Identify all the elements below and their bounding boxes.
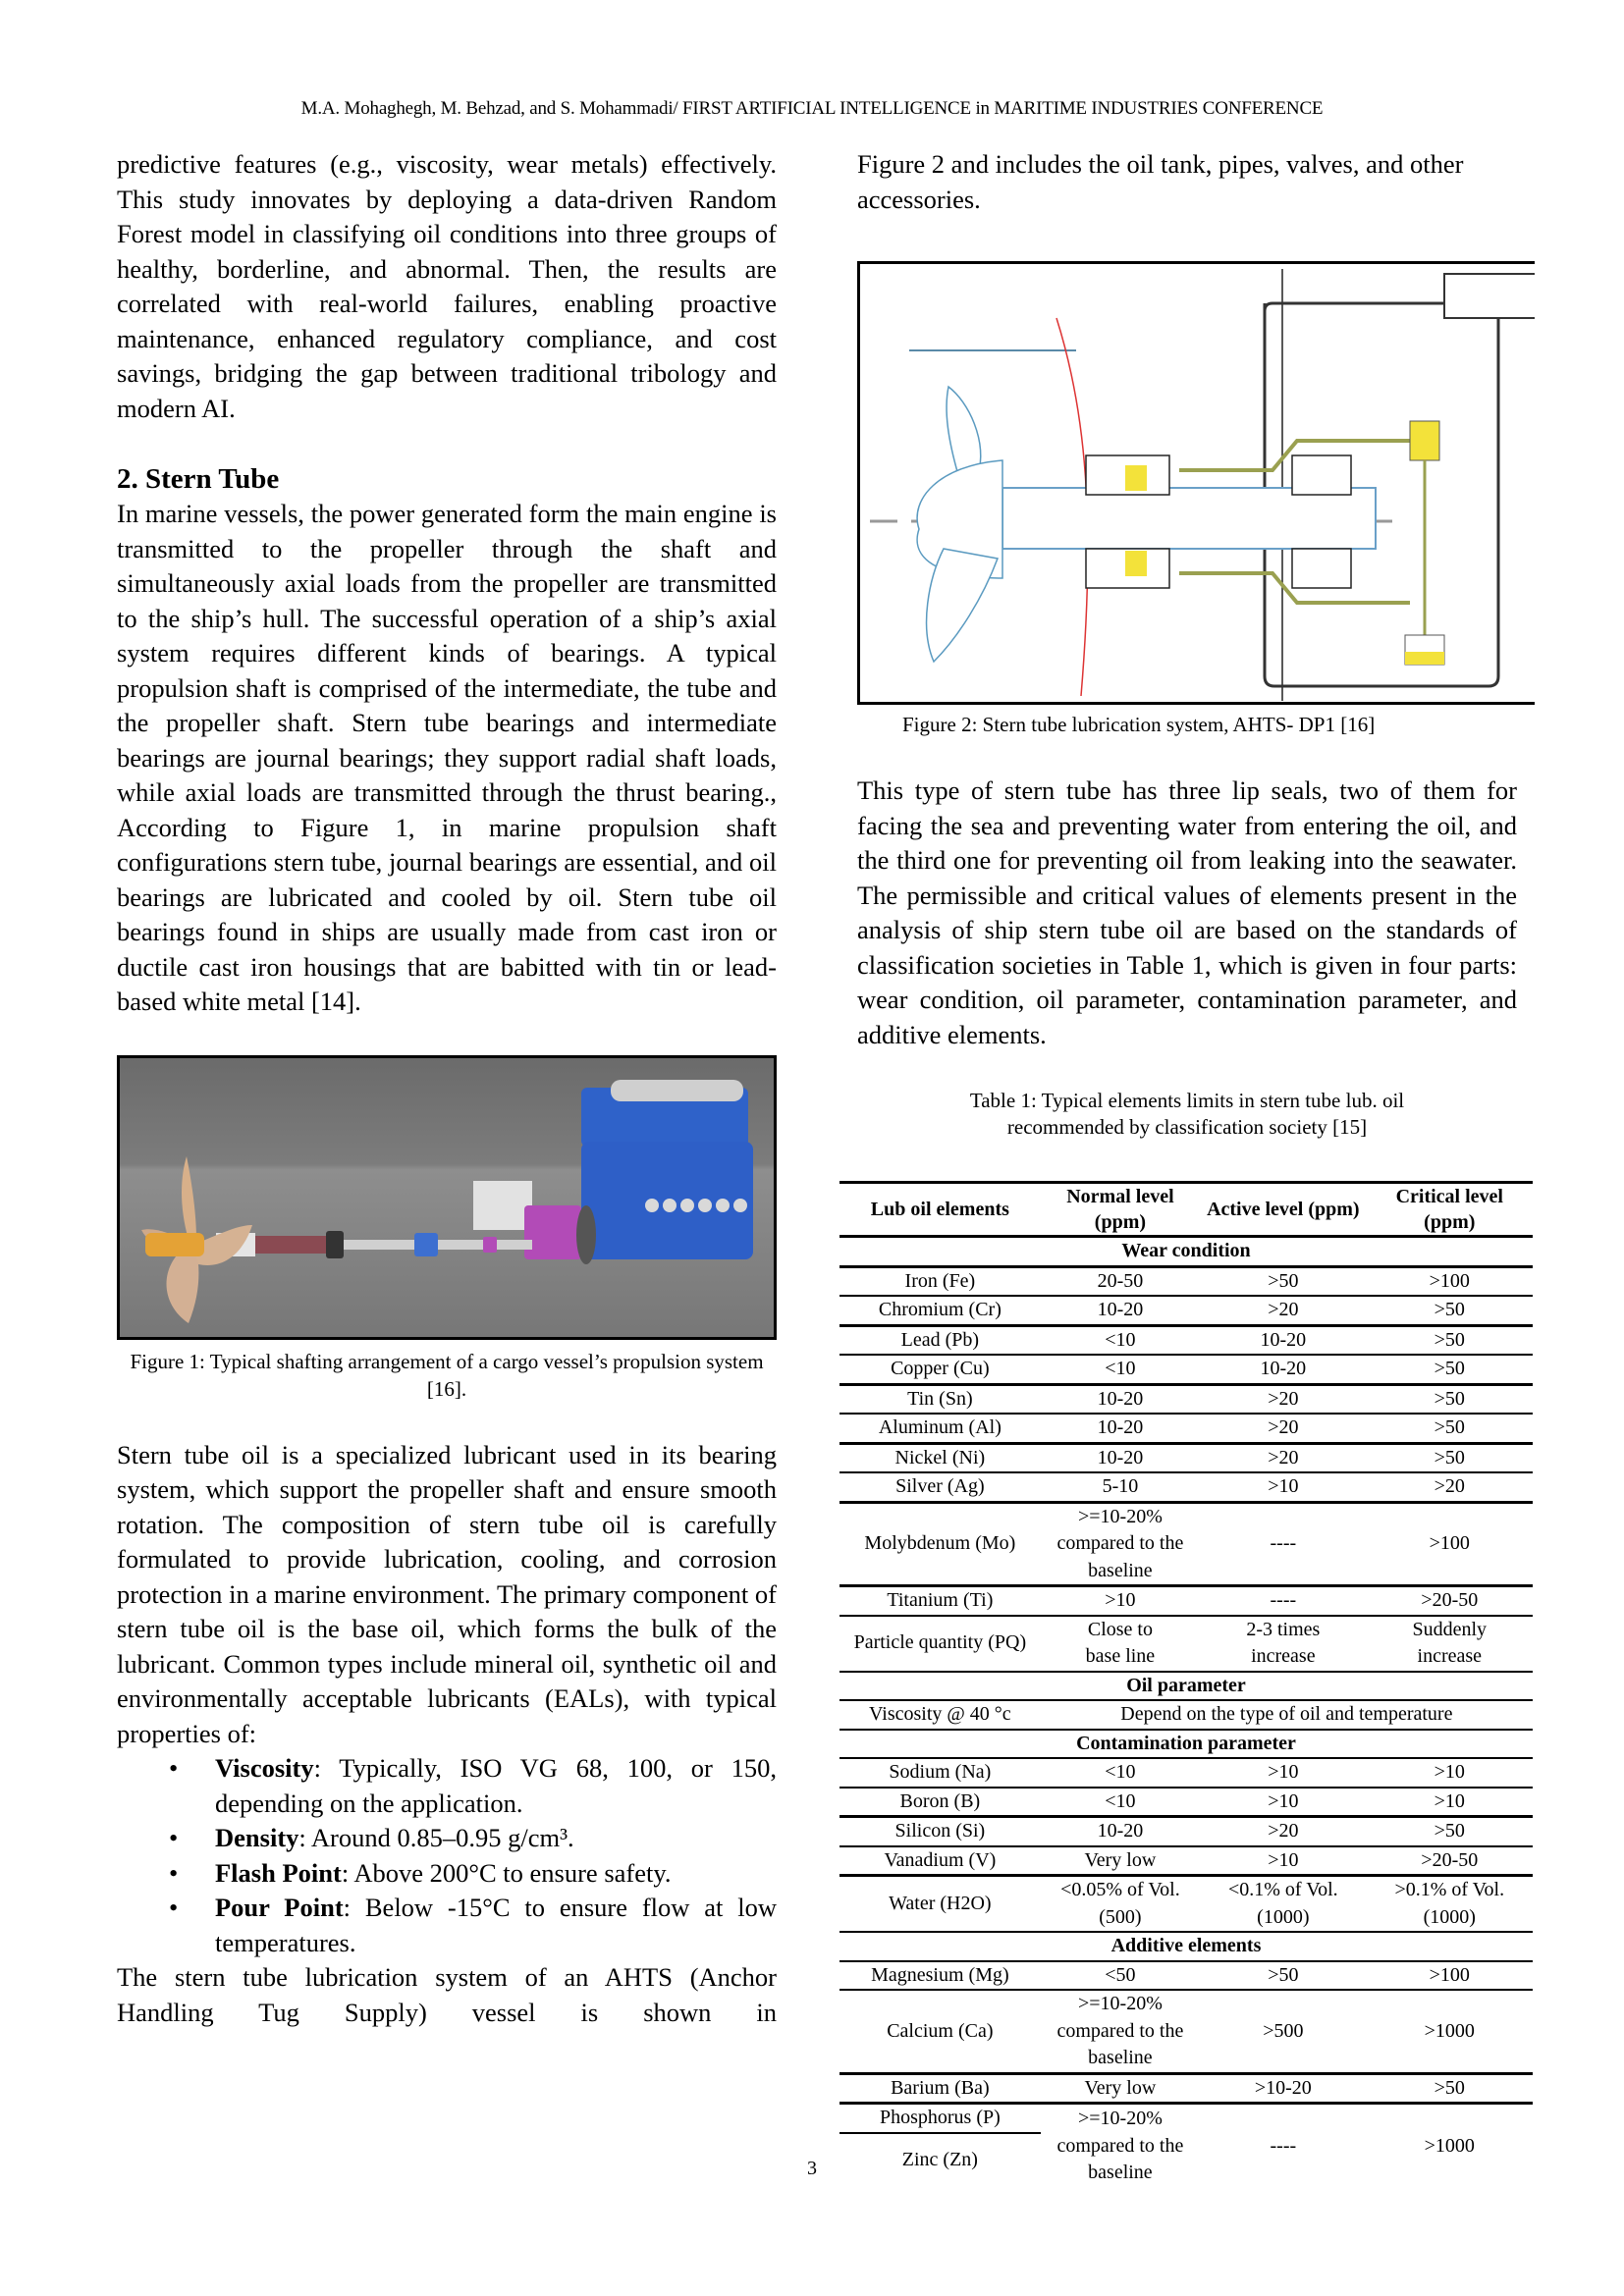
table-row: Viscosity @ 40 °c Depend on the type of oil and temperature [839, 1700, 1533, 1730]
table-row: Sodium (Na) <10 >10 >10 [839, 1758, 1533, 1788]
bullet-icon: • [169, 1753, 179, 1783]
section-contamination-parameter: Contamination parameter [839, 1730, 1533, 1759]
table-row-zinc: Zinc (Zn) [901, 2149, 978, 2171]
table-row: Aluminum (Al) 10-20 >20 >50 [839, 1414, 1533, 1443]
bullet-pour-point: • Pour Point: Below -15°C to ensure flow at low temperatures. [169, 1893, 777, 1957]
table-row-phosphorus: Phosphorus (P) >=10-20% compared to the baseline ---- >1000 [839, 2104, 1533, 2133]
closing-paragraph: The stern tube lubrication system of an AHTS (Anchor Handling Tug Supply) vessel is shown in [117, 1962, 777, 2027]
section-additive-elements: Additive elements [839, 1932, 1533, 1961]
section-title: 2. Stern Tube [117, 463, 280, 495]
figure-2-lubrication-diagram [857, 261, 1535, 705]
bullet-icon: • [169, 1823, 179, 1852]
header-normal-level: Normal level (ppm) [1041, 1183, 1200, 1237]
left-column [117, 147, 777, 2030]
figure-1-shafting-image [117, 1055, 777, 1340]
bullet-viscosity: • Viscosity: Typically, ISO VG 68, 100, or 150, depending on the application. [169, 1753, 777, 1818]
figure-2-caption: Figure 2: Stern tube lubrication system, AHTS- DP1 [16] [902, 713, 1376, 736]
section-wear-condition: Wear condition [839, 1237, 1533, 1267]
intro-paragraph: predictive features (e.g., viscosity, wear metals) effectively. This study innovates by deploying a data-driven Random Forest model in classifying oil conditions into three groups of healthy, borderline, and abnormal. Then, the results are correlated with real-world failures, enabling proactive maintenance, enhanced regulatory compliance, and cost savings, bridging the gap between traditional tribology and modern AI. [117, 149, 777, 423]
oil-properties-list [117, 1751, 777, 1960]
table-row: Chromium (Cr) 10-20 >20 >50 [839, 1296, 1533, 1325]
table-row: Titanium (Ti) >10 ---- >20-50 [839, 1586, 1533, 1616]
bullet-icon: • [169, 1893, 179, 1922]
continuation-paragraph: Figure 2 and includes the oil tank, pipes, valves, and other accessories. [857, 149, 1464, 214]
table-row: Magnesium (Mg) <50 >50 >100 [839, 1961, 1533, 1991]
header-lub-oil-elements: Lub oil elements [839, 1183, 1041, 1237]
table-row: Lead (Pb) <10 10-20 >50 [839, 1325, 1533, 1355]
table-row: Iron (Fe) 20-50 >50 >100 [839, 1266, 1533, 1296]
figure-1-caption: Figure 1: Typical shafting arrangement of a cargo vessel’s propulsion system [16]. [130, 1349, 764, 1401]
header-critical-level: Critical level (ppm) [1367, 1183, 1533, 1237]
elements-limits-table [839, 1181, 1533, 2188]
section-oil-parameter: Oil parameter [839, 1672, 1533, 1701]
table-header-row [839, 1183, 1533, 1237]
table-row: Boron (B) <10 >10 >10 [839, 1788, 1533, 1817]
stern-tube-lubrication-schematic [860, 264, 1535, 705]
stern-tube-paragraph: In marine vessels, the power generated form the main engine is transmitted to the propeller through the shaft and simultaneously axial loads from the propeller are transmitted to the ship’s hull. The successful operation of a ship’s axial system requires different kinds of bearings. A typical propulsion shaft is comprised of the intermediate, the tube and the propeller shaft. Stern tube bearings and intermediate bearings are journal bearings; they support radial shaft loads, while axial loads are transmitted through the thrust bearing., According to Figure 1, in marine propulsion shaft configurations stern tube, journal bearings are essential, and oil bearings are lubricated and cooled by oil. Stern tube oil bearings found in ships are usually made from cast iron or ductile cast iron housings that are babitted with tin or lead-based white metal [14]. [117, 499, 777, 1016]
bullet-flash-point: • Flash Point: Above 200°C to ensure safety. [117, 1856, 777, 1892]
table-row: Silicon (Si) 10-20 >20 >50 [839, 1817, 1533, 1846]
right-column [857, 147, 1517, 1141]
table-row: Vanadium (V) Very low >10 >20-50 [839, 1846, 1533, 1876]
propulsion-shaft-illustration [120, 1058, 774, 1337]
table-row: Copper (Cu) <10 10-20 >50 [839, 1355, 1533, 1384]
bullet-density: • Density: Around 0.85–0.95 g/cm³. [117, 1821, 777, 1856]
header-active-level: Active level (ppm) [1200, 1183, 1366, 1237]
table-row: Calcium (Ca) >=10-20% compared to the baseline >500 >1000 [839, 1990, 1533, 2073]
running-header: M.A. Mohaghegh, M. Behzad, and S. Mohammadi/ FIRST ARTIFICIAL INTELLIGENCE in MARITIME INDUSTRIES CONFERENCE [300, 98, 1324, 119]
table-row: Molybdenum (Mo) >=10-20% compared to the baseline ---- >100 [839, 1502, 1533, 1586]
table-row: Nickel (Ni) 10-20 >20 >50 [839, 1443, 1533, 1472]
table-row: Barium (Ba) Very low >10-20 >50 [839, 2073, 1533, 2104]
table-row: Silver (Ag) 5-10 >10 >20 [839, 1472, 1533, 1502]
lip-seals-paragraph: This type of stern tube has three lip seals, two of them for facing the sea and preventing water from entering the oil, and the third one for preventing oil from leaking into the seawater. The permissible and critical values of elements present in the analysis of ship stern tube oil are based on the standards of classification societies in Table 1, which is given in four parts: wear condition, oil parameter, contamination parameter, and additive elements. [857, 775, 1517, 1049]
table-row: Particle quantity (PQ) Close to base line 2-3 times increase Suddenly increase [839, 1616, 1533, 1672]
table-row: Tin (Sn) 10-20 >20 >50 [839, 1384, 1533, 1414]
stern-tube-oil-paragraph: Stern tube oil is a specialized lubricant used in its bearing system, which support the propeller shaft and ensure smooth rotation. The composition of stern tube oil is carefully formulated to provide lubrication, cooling, and corrosion protection in a marine environment. The primary component of stern tube oil is the base oil, which forms the bulk of the lubricant. Common types include mineral oil, synthetic oil and environmentally acceptable lubricants (EALs), with typical properties of: [117, 1439, 777, 1748]
page-number: 3 [807, 2158, 817, 2179]
bullet-icon: • [169, 1857, 179, 1888]
table-1-caption: Table 1: Typical elements limits in stern tube lub. oil recommended by classification society [15] [969, 1089, 1405, 1139]
table-row: Water (H2O) <0.05% of Vol. (500) <0.1% of Vol. (1000) >0.1% of Vol. (1000) [839, 1876, 1533, 1933]
